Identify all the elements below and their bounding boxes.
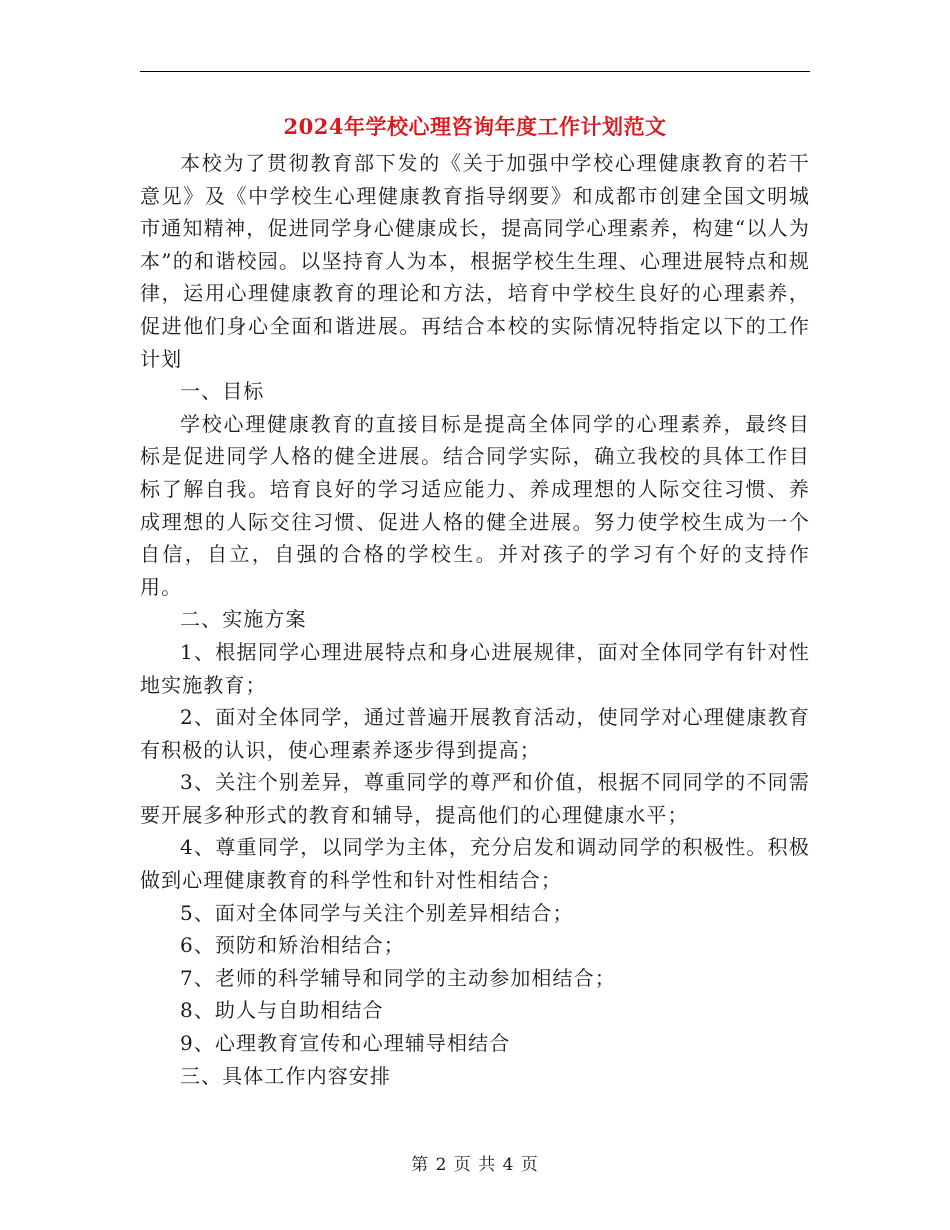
plan-item-3: 3、关注个别差异，尊重同学的尊严和价值，根据不同同学的不同需要开展多种形式的教育和辅导，提高他们的心理健康水平； [140,770,810,827]
document-body [140,147,810,1092]
page-number: 第 2 页 共 4 页 [411,1155,539,1175]
plan-item-2: 2、面对全体同学，通过普遍开展教育活动，使同学对心理健康教育有积极的认识，使心理素养逐步得到提高； [140,705,810,762]
plan-item-8: 8、助人与自助相结合 [180,998,384,1023]
section-heading-plan: 二、实施方案 [180,607,307,632]
plan-item-7: 7、老师的科学辅导和同学的主动参加相结合； [180,965,616,990]
plan-item-9: 9、心理教育宣传和心理辅导相结合 [180,1031,511,1056]
document-title: 2024年学校心理咨询年度工作计划范文 [283,114,667,139]
header-rule [140,71,810,72]
section-heading-goals: 一、目标 [180,379,265,404]
plan-item-5: 5、面对全体同学与关注个别差异相结合； [180,900,574,925]
plan-item-4: 4、尊重同学，以同学为主体，充分启发和调动同学的积极性。积极做到心理健康教育的科学性和针对性相结合； [140,835,810,893]
plan-item-6: 6、预防和矫治相结合； [180,933,405,958]
section-heading-schedule: 三、具体工作内容安排 [180,1063,391,1088]
plan-item-1: 1、根据同学心理进展特点和身心进展规律，面对全体同学有针对性地实施教育； [140,639,810,697]
intro-paragraph: 本校为了贯彻教育部下发的《关于加强中学校心理健康教育的若干意见》及《中学校生心理健康教育指导纲要》和成都市创建全国文明城市通知精神，促进同学身心健康成长，提高同学心理素养，构建“以人为本”的和谐校园。以坚持育人为本，根据学校生生理、心理进展特点和规律，运用心理健康教育的理论和方法，培育中学校生良好的心理素养，促进他们身心全面和谐进展。再结合本校的实际情况特指定以下的工作计划 [140,151,810,371]
goals-paragraph: 学校心理健康教育的直接目标是提高全体同学的心理素养，最终目标是促进同学人格的健全进展。结合同学实际，确立我校的具体工作目标了解自我。培育良好的学习适应能力、养成理想的人际交往习惯、养成理想的人际交往习惯、促进人格的健全进展。努力使学校生成为一个自信，自立，自强的合格的学校生。并对孩子的学习有个好的支持作用。 [140,411,810,599]
